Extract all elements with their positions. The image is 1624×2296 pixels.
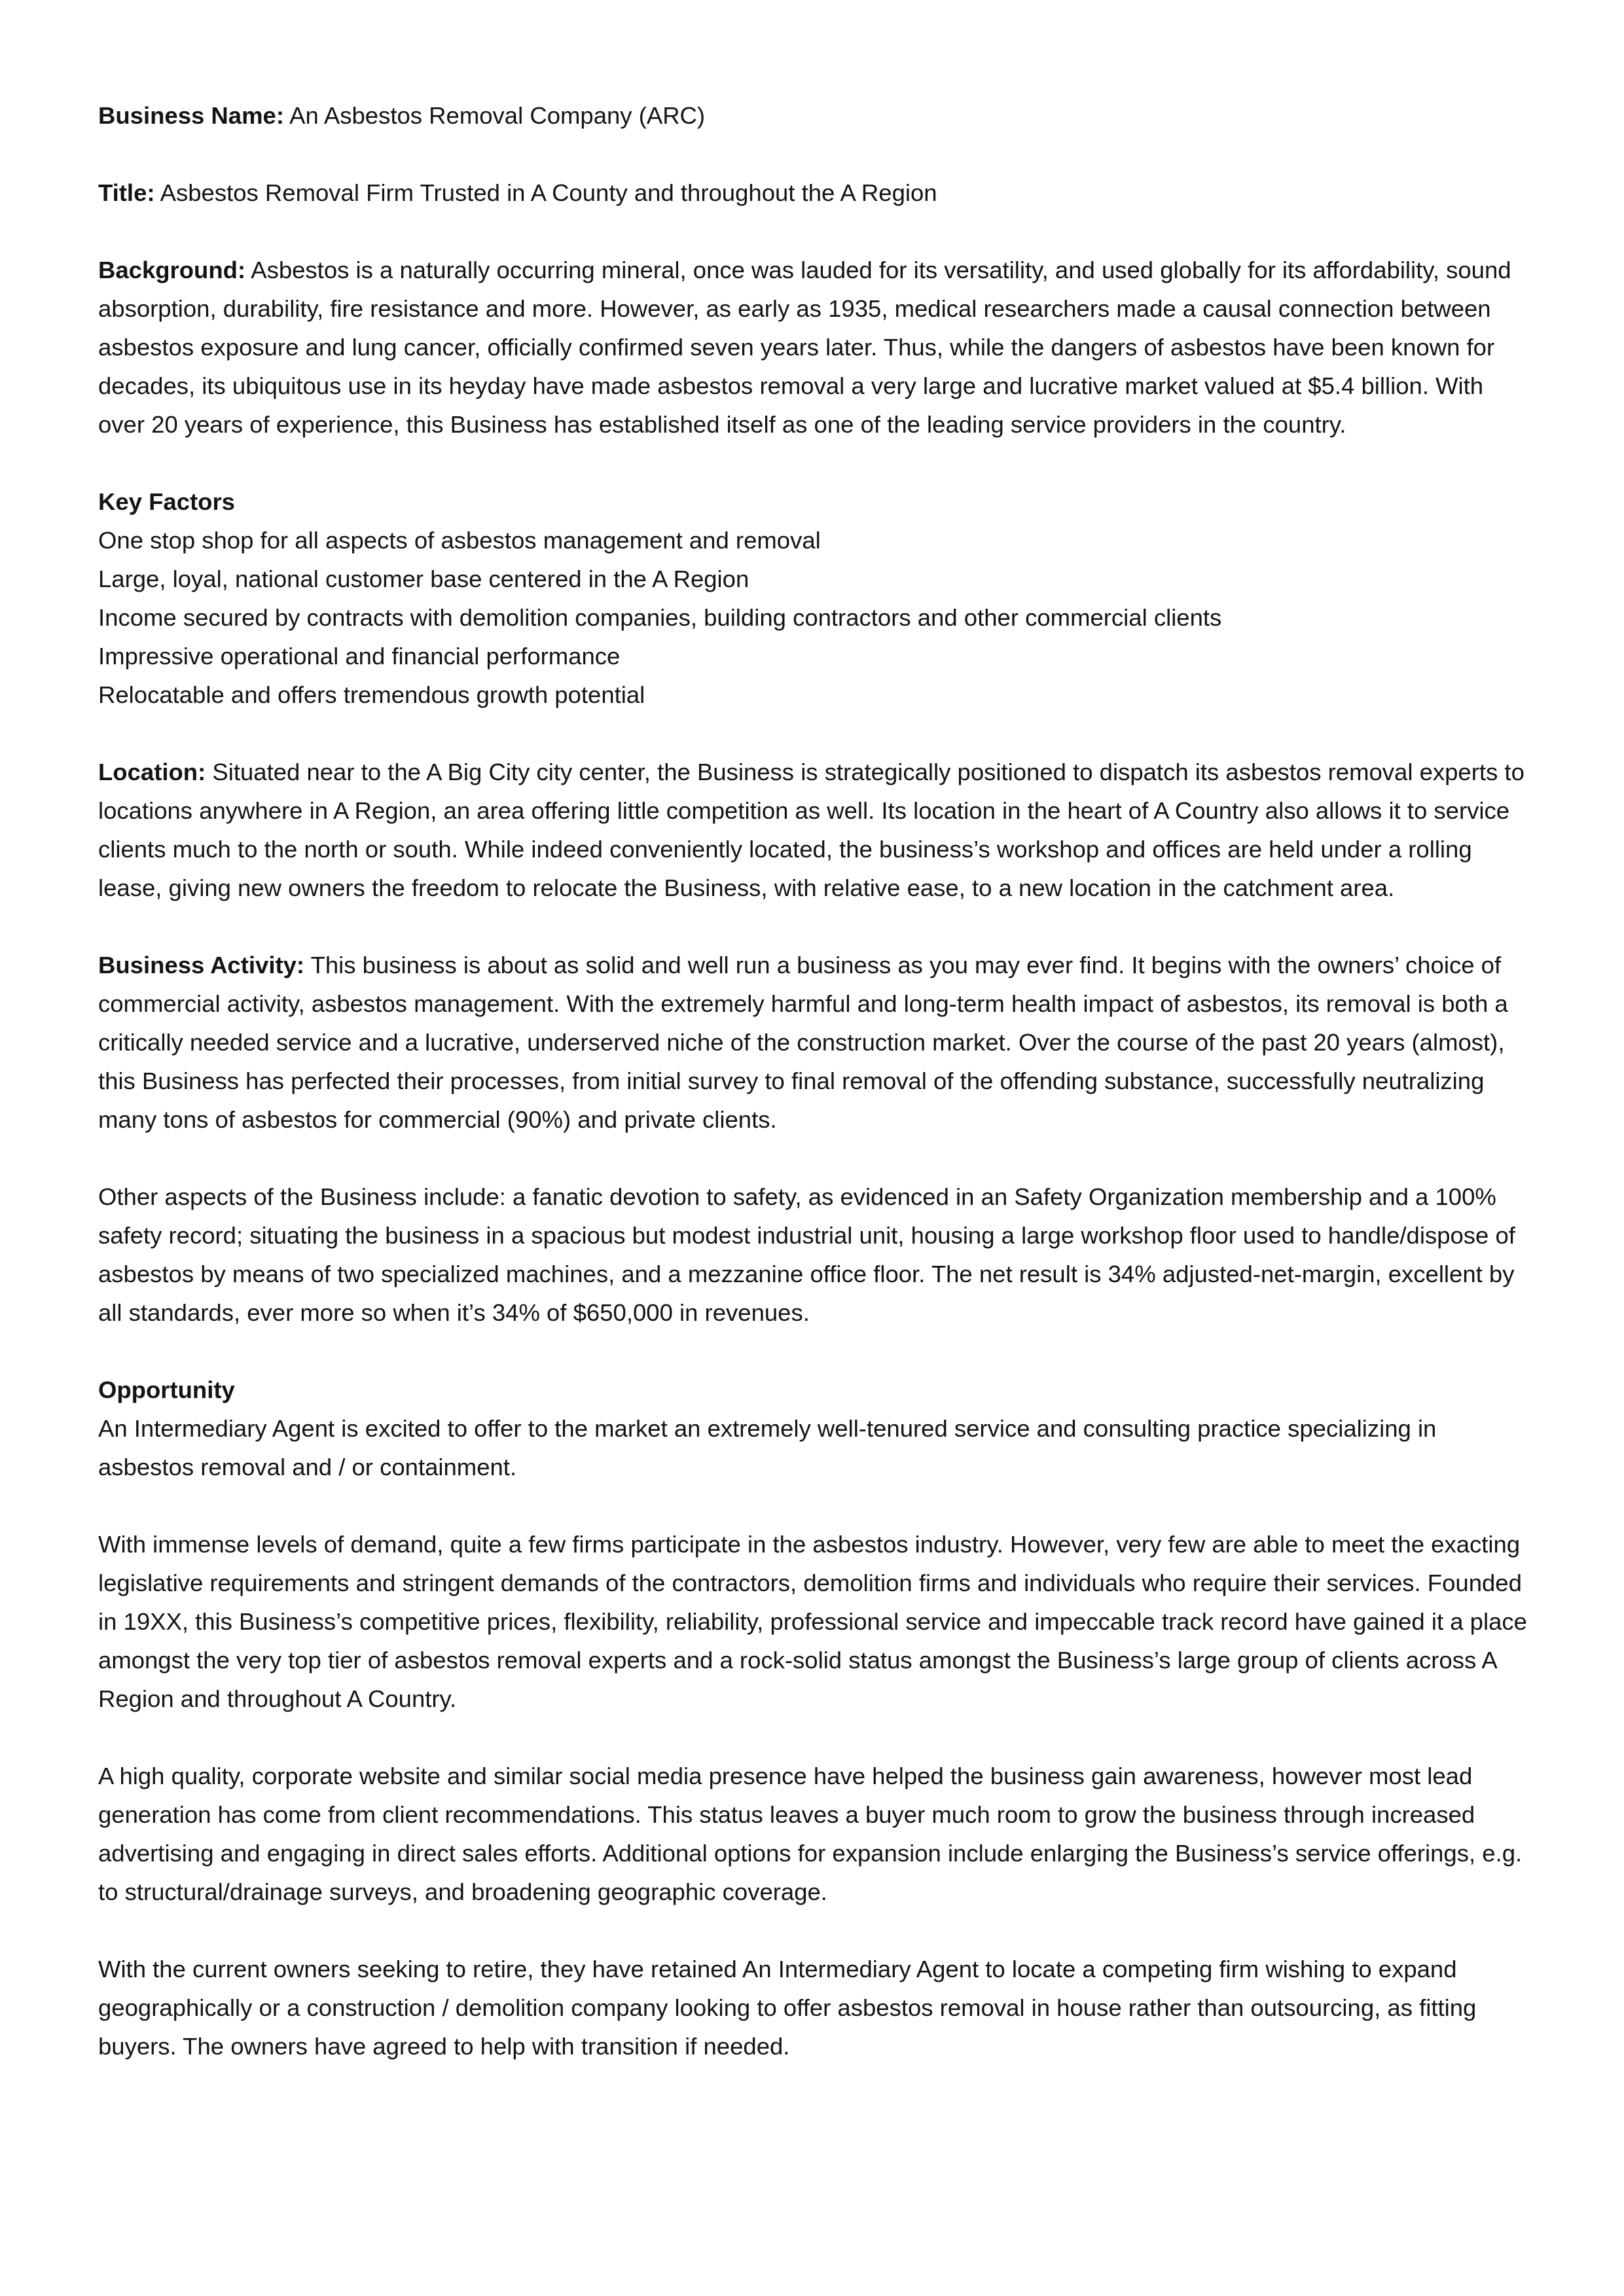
key-factor-item: Income secured by contracts with demolition companies, building contractors and other commercial clients (98, 604, 1222, 631)
title-line (98, 173, 1532, 212)
business-activity-label: Business Activity: (98, 952, 305, 978)
key-factors-section (98, 482, 1532, 714)
business-name-value: An Asbestos Removal Company (ARC) (284, 102, 706, 129)
document-page (98, 96, 1532, 2066)
key-factor-item: Impressive operational and financial performance (98, 643, 621, 670)
location-text: Situated near to the A Big City city center, the Business is strategically positioned to dispatch its asbestos removal experts to locations anywhere in A Region, an area offering little competition as well. Its location in the heart of A Country also allows it to service clients much to the north or south. While indeed conveniently located, the business’s workshop and offices are held under a rolling lease, giving new owners the freedom to relocate the Business, with relative ease, to a new location in the catchment area. (98, 759, 1525, 901)
key-factor-item: One stop shop for all aspects of asbestos management and removal (98, 527, 821, 554)
key-factors-heading: Key Factors (98, 488, 235, 515)
background-text: Asbestos is a naturally occurring mineral, once was lauded for its versatility, and used globally for its affordability, sound absorption, durability, fire resistance and more. However, as early as 1935, medical researchers made a causal connection between asbestos exposure and lung cancer, officially confirmed seven years later. Thus, while the dangers of asbestos have been known for decades, its ubiquitous use in its heyday have made asbestos removal a very large and lucrative market valued at $5.4 billion. With over 20 years of experience, this Business has established itself as one of the leading service providers in the country. (98, 257, 1511, 438)
key-factor-item: Large, loyal, national customer base centered in the A Region (98, 565, 749, 592)
opportunity-paragraph: A high quality, corporate website and similar social media presence have helped the business gain awareness, however most lead generation has come from client recommendations. This status leaves a buyer much room to grow the business through increased advertising and engaging in direct sales efforts. Additional options for expansion include enlarging the Business’s service offerings, e.g. to structural/drainage surveys, and broadening geographic coverage. (98, 1763, 1523, 1905)
location-paragraph (98, 753, 1532, 907)
business-activity-paragraph (98, 946, 1532, 1139)
opportunity-heading: Opportunity (98, 1376, 235, 1403)
opportunity-paragraph: An Intermediary Agent is excited to offer to the market an extremely well-tenured service and consulting practice specializing in asbestos removal and / or containment. (98, 1415, 1437, 1480)
opportunity-paragraph: With immense levels of demand, quite a few firms participate in the asbestos industry. However, very few are able to meet the exacting legislative requirements and stringent demands of the contractors, demolition firms and individuals who require their services. Founded in 19XX, this Business’s competitive prices, flexibility, reliability, professional service and impeccable track record have gained it a place amongst the very top tier of asbestos removal experts and a rock-solid status amongst the Business’s large group of clients across A Region and throughout A Country. (98, 1531, 1527, 1712)
opportunity-paragraph: With the current owners seeking to retire, they have retained An Intermediary Agent to locate a competing firm wishing to expand geographically or a construction / demolition company looking to offer asbestos removal in house rather than outsourcing, as fitting buyers. The owners have agreed to help with transition if needed. (98, 1956, 1477, 2060)
title-value: Asbestos Removal Firm Trusted in A County and throughout the A Region (154, 179, 937, 206)
background-label: Background: (98, 257, 246, 283)
title-label: Title: (98, 179, 155, 206)
business-name-label: Business Name: (98, 102, 284, 129)
business-activity-text: This business is about as solid and well run a business as you may ever find. It begins with the owners’ choice of commercial activity, asbestos management. With the extremely harmful and long-term health impact of asbestos, its removal is both a critically needed service and a lucrative, underserved niche of the construction market. Over the course of the past 20 years (almost), this Business has perfected their processes, from initial survey to final removal of the offending substance, successfully neutralizing many tons of asbestos for commercial (90%) and private clients. (98, 952, 1508, 1133)
background-paragraph (98, 251, 1532, 444)
business-name-line (98, 96, 1532, 135)
other-aspects-paragraph: Other aspects of the Business include: a fanatic devotion to safety, as evidenced in an Safety Organization membership and a 100% safety record; situating the business in a spacious but modest industrial unit, housing a large workshop floor used to handle/dispose of asbestos by means of two specialized machines, and a mezzanine office floor. The net result is 34% adjusted-net-margin, excellent by all standards, ever more so when it’s 34% of $650,000 in revenues. (98, 1183, 1515, 1326)
opportunity-section (98, 1371, 1532, 1486)
key-factor-item: Relocatable and offers tremendous growth potential (98, 681, 645, 708)
location-label: Location: (98, 759, 206, 785)
